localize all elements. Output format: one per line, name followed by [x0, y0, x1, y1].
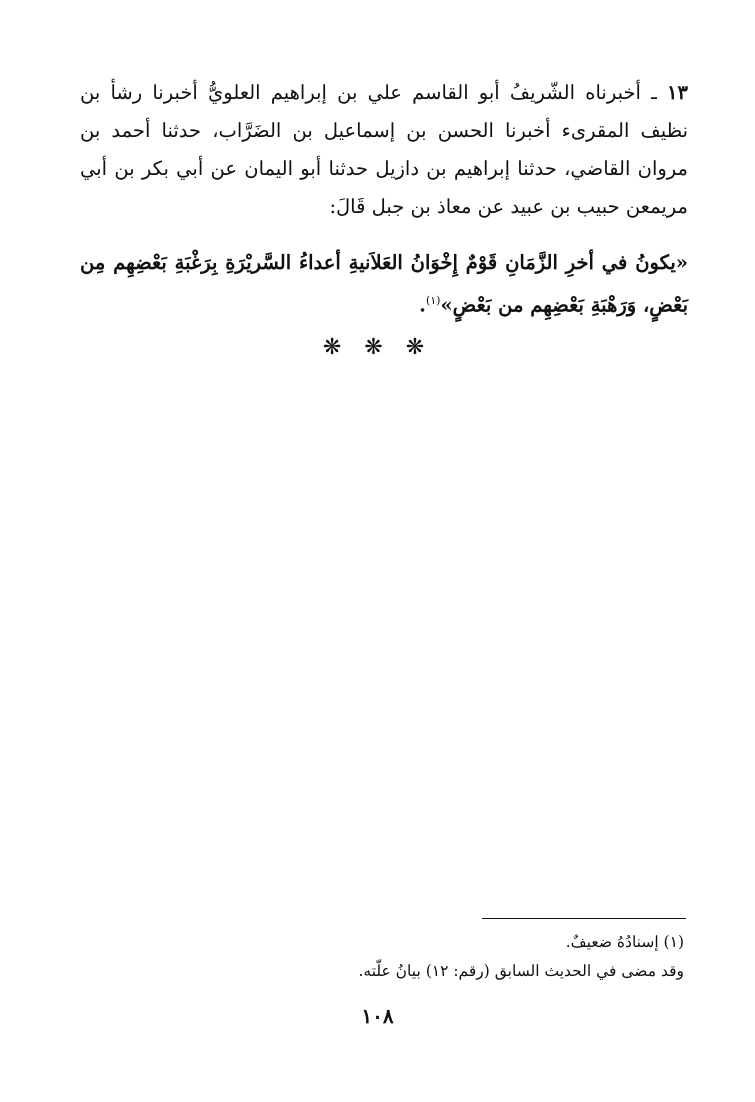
footnote-line-2: وقد مضى في الحديث السابق (رقم: ١٢) بيانُ علّته.: [358, 962, 684, 980]
hadith-number: ١٣: [667, 81, 688, 104]
quote-end-mark: .: [419, 293, 426, 317]
footnote-reference: (١): [425, 294, 441, 307]
footnote-separator-line: [482, 918, 686, 919]
section-divider-ornament: ❋ ❋ ❋: [322, 335, 433, 360]
hadith-chain-paragraph: [80, 74, 688, 226]
hadith-separator: ـ: [640, 81, 668, 104]
page-number: ١٠٨: [361, 1004, 394, 1028]
hadith-chain: أخبرناه الشّريفُ أبو القاسم علي بن إبراهيم العلويُّ أخبرنا رشأ بن نظيف المقرىء أخبرنا الحسن بن إسماعيل بن الضَرَّاب، حدثنا أحمد بن مروان القاضي، حدثنا إبراهيم بن دازيل حدثنا أبو اليمان عن أبي بكر بن أبي مريمعن حبيب بن عبيد عن معاذ بن جبل قَالَ:: [80, 81, 688, 218]
footnotes-block: [80, 928, 684, 986]
footnote-line-1: (١) إسنادُهُ ضعيفٌ.: [565, 933, 684, 951]
hadith-quote-paragraph: [80, 244, 688, 325]
hadith-quote: «يكونُ في أخرِ الزَّمَانِ قَوْمٌ إِخْوَانُ العَلاَنيةِ أعداءُ السَّريْرَةِ بِرَغْبَةِ بَعْضِهِم مِن بَعْضٍ، وَرَهْبَةِ بَعْضِهِم من بَعْضٍ»: [80, 251, 688, 317]
